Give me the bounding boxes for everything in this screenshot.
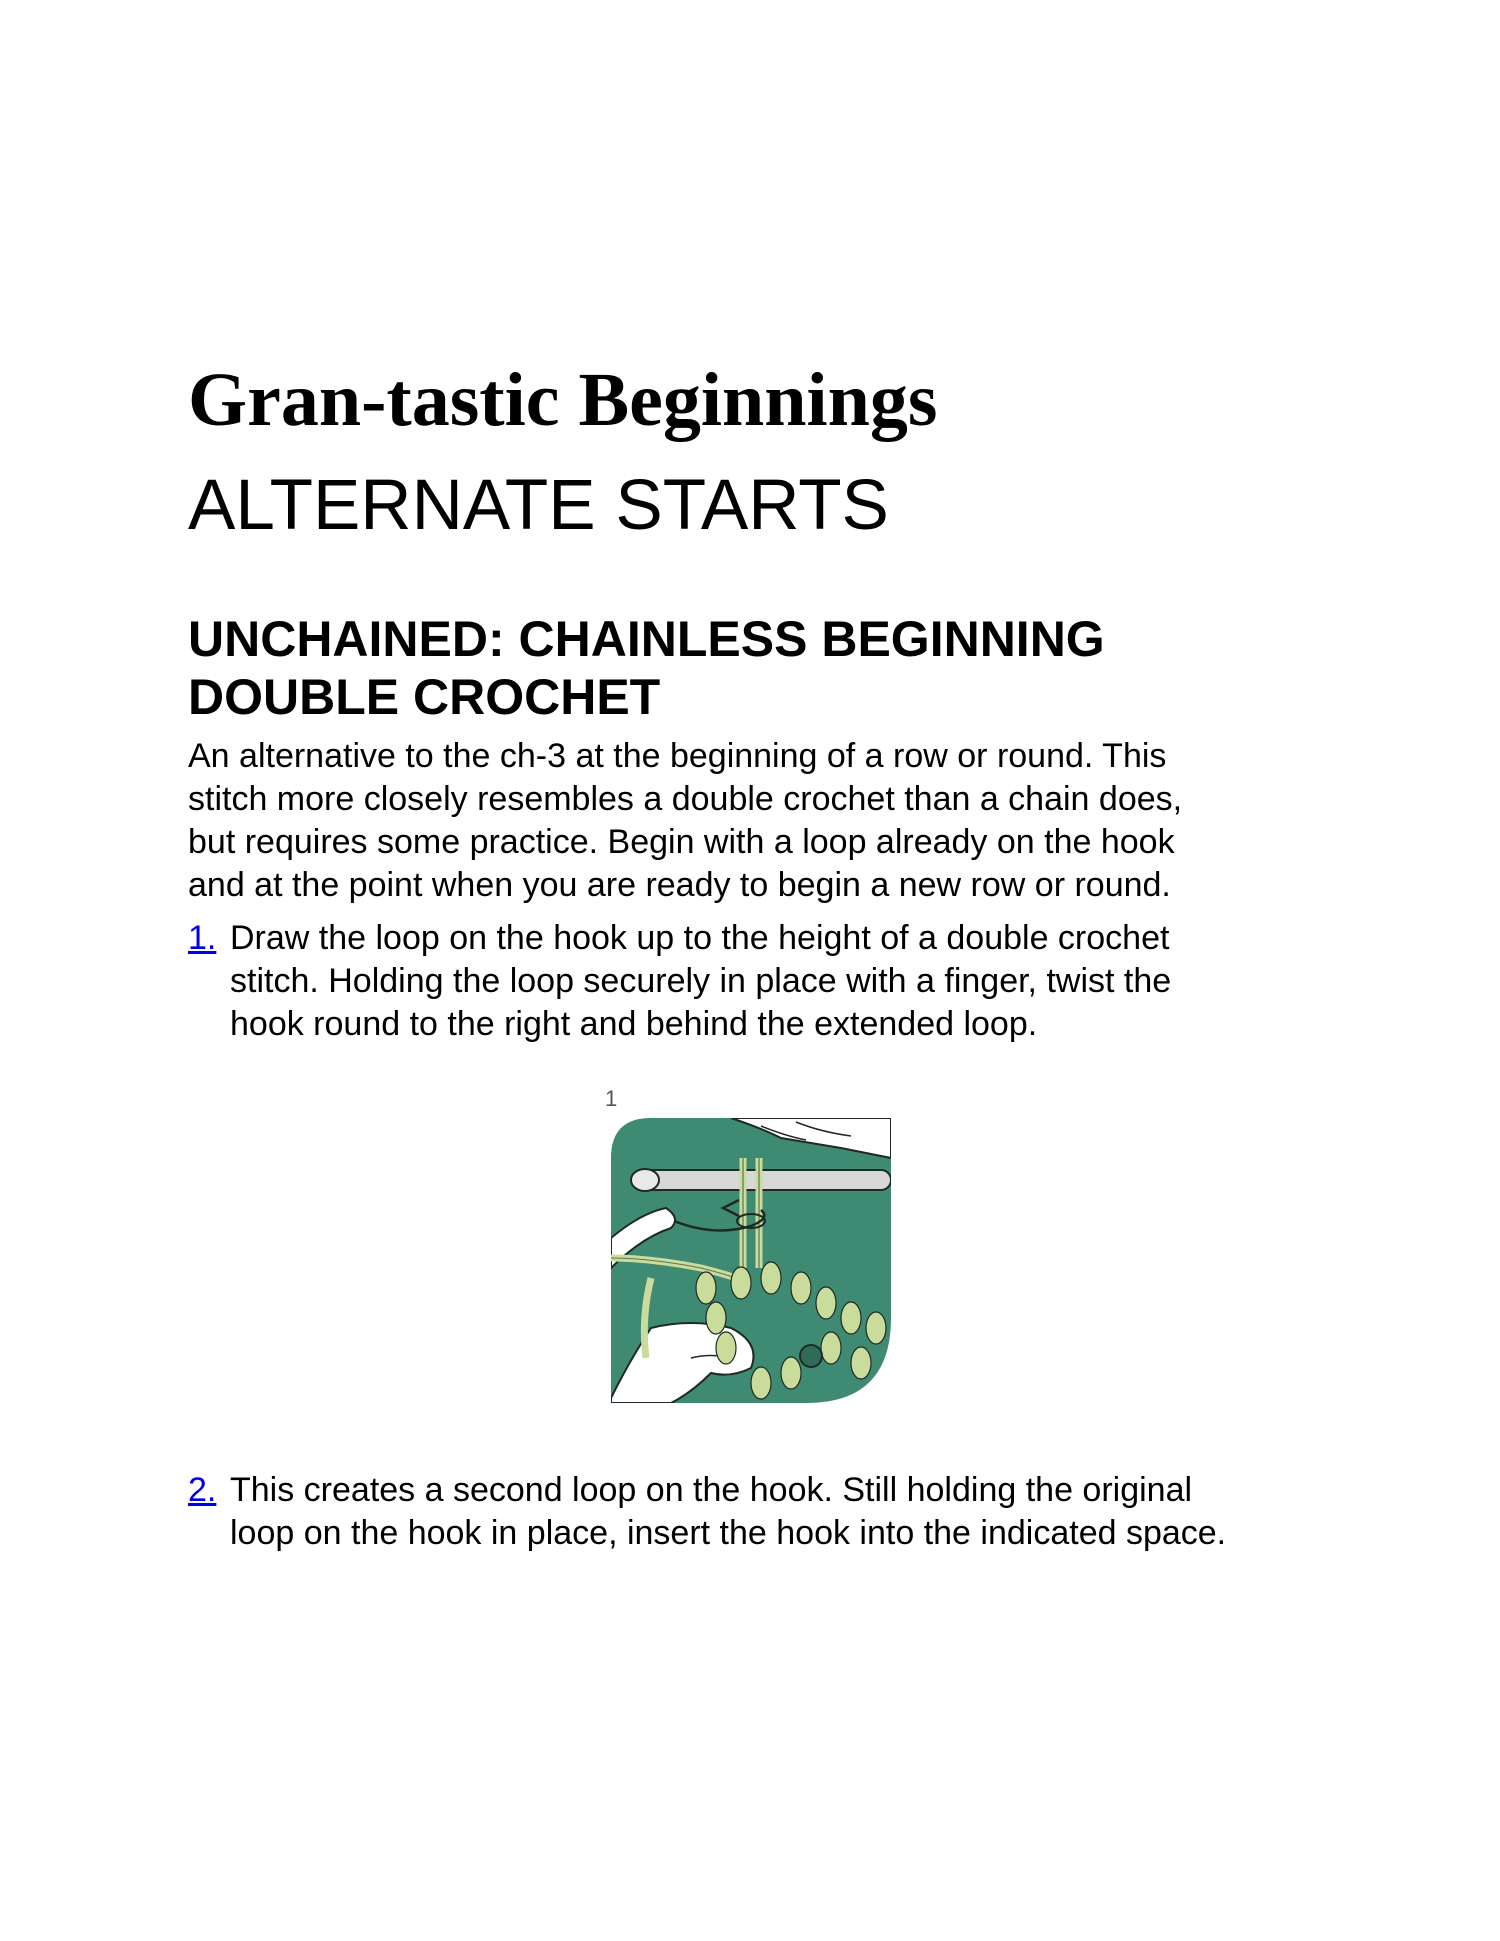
step-line: This creates a second loop on the hook. Still holding the original xyxy=(230,1471,1193,1509)
step-line: hook round to the right and behind the extended loop. xyxy=(230,1005,1038,1043)
step-line: loop on the hook in place, insert the hook into the indicated space. xyxy=(230,1514,1227,1552)
step-2-number-link[interactable]: 2. xyxy=(188,1471,217,1509)
intro-line: but requires some practice. Begin with a loop already on the hook xyxy=(188,823,1175,861)
subsection-title-line-1: UNCHAINED: CHAINLESS BEGINNING xyxy=(188,611,1105,667)
section-title: ALTERNATE STARTS xyxy=(188,466,889,545)
step-line: stitch. Holding the loop securely in place with a finger, twist the xyxy=(230,962,1172,1000)
step-1-text xyxy=(230,917,1171,1046)
intro-line: and at the point when you are ready to begin a new row or round. xyxy=(188,866,1171,904)
subsection-title-line-2: DOUBLE CROCHET xyxy=(188,669,661,725)
crochet-hook-illustration-icon xyxy=(611,1118,891,1403)
intro-line: stitch more closely resembles a double crochet than a chain does, xyxy=(188,780,1183,818)
intro-paragraph xyxy=(188,735,1308,907)
step-line: Draw the loop on the hook up to the height of a double crochet xyxy=(230,919,1170,957)
step-1-number-link[interactable]: 1. xyxy=(188,919,217,957)
step-2-text xyxy=(230,1469,1226,1555)
subsection-title xyxy=(188,610,1288,726)
step-1-figure xyxy=(605,1086,895,1406)
book-title: Gran-tastic Beginnings xyxy=(188,358,938,442)
figure-label: 1 xyxy=(605,1086,618,1111)
intro-line: An alternative to the ch-3 at the beginning of a row or round. This xyxy=(188,737,1167,775)
